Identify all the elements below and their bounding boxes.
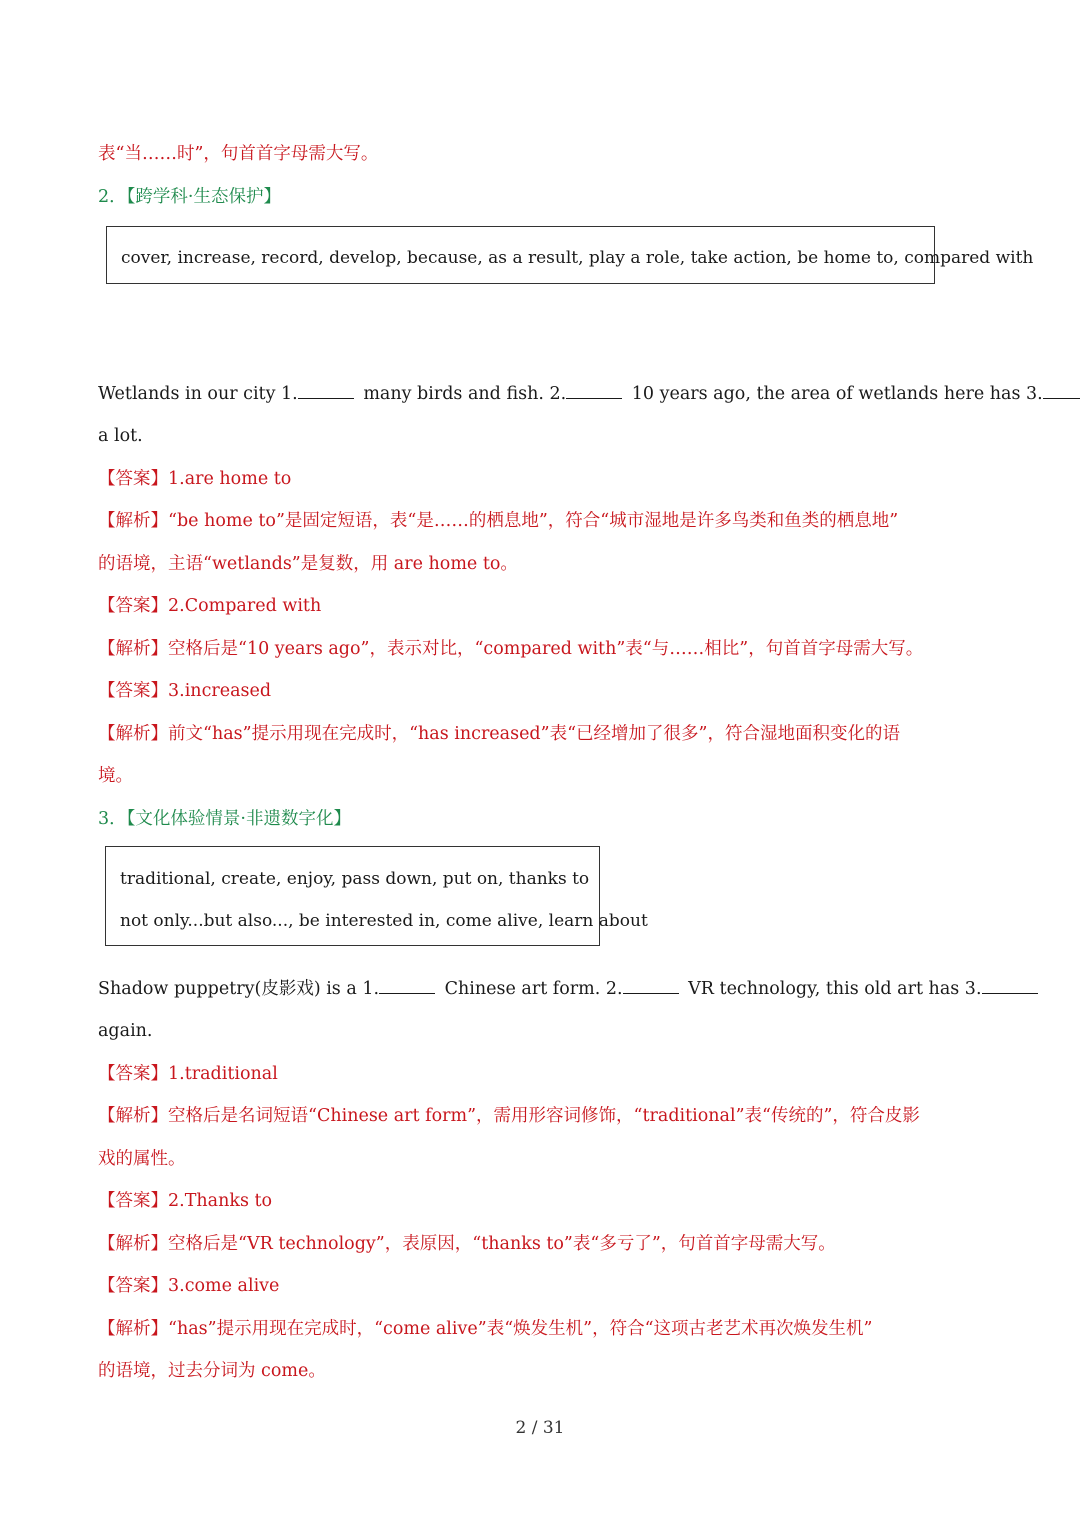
q3-analysis-1-line-2: 戏的属性。 [98, 1149, 186, 1169]
q3-passage-segment-1: Shadow puppetry(皮影戏) is a 1. [98, 979, 380, 999]
q3-blank-3[interactable] [982, 977, 1038, 994]
q2-blank-3[interactable] [1043, 382, 1080, 399]
q2-analysis-3-line-1: 【解析】前文“has”提示用现在完成时，“has increased”表“已经增加了很多”，符合湿地面积变化的语 [98, 724, 900, 744]
q3-analysis-3-line-1: 【解析】“has”提示用现在完成时，“come alive”表“焕发生机”，符合“这项古老艺术再次焕发生机” [98, 1319, 873, 1339]
q2-passage-segment-2: many birds and fish. 2. [357, 384, 567, 404]
q3-passage-segment-3: VR technology, this old art has 3. [682, 979, 982, 999]
page-number: 2 / 31 [515, 1418, 565, 1438]
q3-word-box [105, 846, 648, 946]
q2-word-list: cover, increase, record, develop, because, as a result, play a role, take action, be home to, compared with [121, 248, 1034, 268]
q2-passage-segment-1: Wetlands in our city 1. [98, 384, 298, 404]
q2-answer-1: 【答案】1.are home to [98, 469, 292, 489]
q3-answer-2: 【答案】2.Thanks to [98, 1191, 273, 1211]
analysis-continuation: 表“当……时”，句首首字母需大写。 [98, 144, 379, 164]
q2-passage-line-1 [98, 382, 1080, 406]
q3-word-list-line-1: traditional, create, enjoy, pass down, put on, thanks to [120, 869, 590, 889]
question-3-heading: 3．【文化体验情景·非遗数字化】 [98, 809, 351, 829]
question-2-heading: 2．【跨学科·生态保护】 [98, 187, 281, 207]
q2-answer-2: 【答案】2.Compared with [98, 596, 322, 616]
q3-analysis-2-line-1: 【解析】空格后是“VR technology”，表原因，“thanks to”表“多亏了”，句首首字母需大写。 [98, 1234, 836, 1254]
q2-word-box [106, 226, 1034, 284]
q2-blank-1[interactable] [298, 382, 354, 399]
q2-analysis-2-line-1: 【解析】空格后是“10 years ago”，表示对比，“compared with”表“与……相比”，句首首字母需大写。 [98, 639, 924, 659]
q2-answer-3: 【答案】3.increased [98, 681, 272, 701]
q3-passage-line-1 [98, 977, 1042, 1001]
q3-passage-segment-2: Chinese art form. 2. [439, 979, 623, 999]
q2-analysis-3-line-2: 境。 [98, 766, 133, 786]
q2-analysis-1-line-1: 【解析】“be home to”是固定短语，表“是……的栖息地”，符合“城市湿地是许多鸟类和鱼类的栖息地” [98, 511, 899, 531]
q2-analysis-1-line-2: 的语境，主语“wetlands”是复数，用 are home to。 [98, 554, 518, 574]
q3-passage-line-2: again. [98, 1021, 153, 1041]
q3-blank-1[interactable] [379, 977, 435, 994]
q3-answer-1: 【答案】1.traditional [98, 1064, 278, 1084]
q3-analysis-1-line-1: 【解析】空格后是名词短语“Chinese art form”，需用形容词修饰，“traditional”表“传统的”，符合皮影 [98, 1106, 920, 1126]
q3-word-list-line-2: not only...but also..., be interested in, come alive, learn about [120, 911, 648, 931]
q2-passage-line-2: a lot. [98, 426, 143, 446]
q3-blank-2[interactable] [623, 977, 679, 994]
q2-blank-2[interactable] [566, 382, 622, 399]
q3-answer-3: 【答案】3.come alive [98, 1276, 280, 1296]
q2-passage-segment-3: 10 years ago, the area of wetlands here has 3. [626, 384, 1043, 404]
q3-analysis-3-line-2: 的语境，过去分词为 come。 [98, 1361, 326, 1381]
